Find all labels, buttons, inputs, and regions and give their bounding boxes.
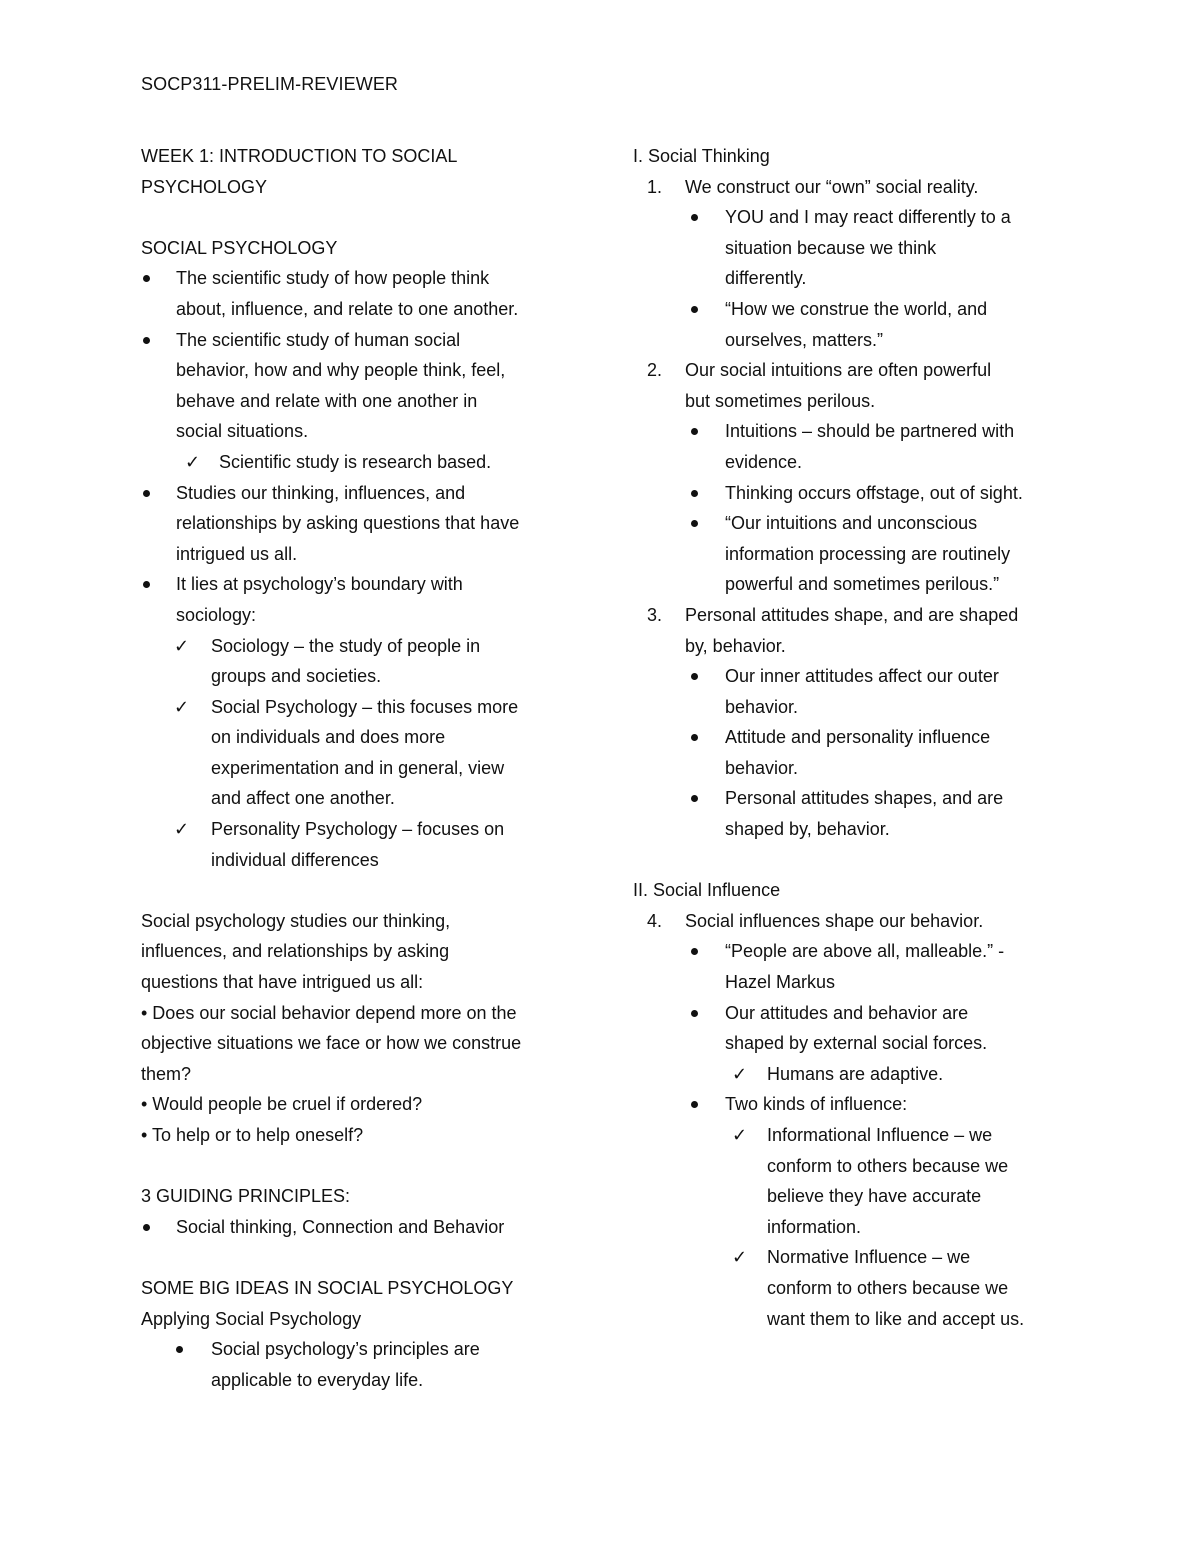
checkmark-icon: ✓ — [174, 696, 190, 717]
bullet-dot-icon — [143, 337, 150, 344]
bullet-dot-icon — [176, 1346, 183, 1353]
bullet-dot-icon — [691, 1101, 698, 1108]
question-2: • Would people be cruel if ordered? — [141, 1094, 423, 1115]
social-psychology-check-item: ✓ Social Psychology – this focuses more on individuals and does more experimentation and in general, view and affect one another. — [141, 692, 581, 814]
bullet-dot-icon — [691, 306, 698, 313]
numbered-item-3: 3. Personal attitudes shape, and are shaped by, behavior. — [647, 604, 1019, 656]
bullet-dot-icon — [143, 275, 150, 282]
item2-bullet-3: “Our intuitions and unconscious information processing are routinely powerful and sometimes perilous.” — [633, 508, 1073, 600]
item2-bullet-2: Thinking occurs offstage, out of sight. — [633, 478, 1073, 509]
checkmark-icon: ✓ — [732, 1125, 748, 1145]
document-header: SOCP311-PRELIM-REVIEWER — [141, 74, 399, 94]
social-thinking-heading: I. Social Thinking — [633, 146, 770, 166]
personality-psychology-check-item: ✓ Personality Psychology – focuses on individual differences — [141, 814, 581, 875]
applying-heading: Applying Social Psychology — [141, 1308, 362, 1329]
item1-bullet-1: YOU and I may react differently to a situation because we think differently. — [633, 202, 1073, 294]
bullet-dot-icon — [691, 734, 698, 741]
normative-influence-check-item: ✓ Normative Influence – we conform to others because we want them to like and accept us. — [633, 1242, 1073, 1334]
bullet-dot-icon — [143, 1224, 150, 1231]
item3-bullet-3: Personal attitudes shapes, and are shaped by, behavior. — [633, 783, 1073, 844]
question-3: • To help or to help oneself? — [141, 1125, 364, 1145]
bullet-dot-icon — [691, 520, 698, 527]
bullet-dot-icon — [691, 428, 698, 435]
bullet-dot-icon — [143, 581, 150, 588]
bullet-dot-icon — [691, 1010, 698, 1017]
week-title-line-2: PSYCHOLOGY — [141, 176, 268, 197]
applying-bullet: Social psychology’s principles are applicable to everyday life. — [141, 1334, 581, 1395]
checkmark-icon: ✓ — [174, 819, 190, 840]
guiding-principles-heading: 3 GUIDING PRINCIPLES: — [141, 1186, 351, 1207]
bullet-dot-icon — [691, 795, 698, 802]
bullet-dot-icon — [691, 673, 698, 680]
checkmark-icon: ✓ — [174, 635, 190, 656]
definition-bullet-4: It lies at psychology’s boundary with sociology: — [141, 569, 581, 630]
numbered-item-2: 2. Our social intuitions are often powerful but sometimes perilous. — [647, 360, 992, 411]
item4-bullet-2: Our attitudes and behavior are shaped by external social forces. — [633, 998, 1073, 1059]
left-column — [141, 141, 581, 1395]
week-title-line-1: WEEK 1: INTRODUCTION TO SOCIAL — [141, 146, 458, 166]
intro-paragraph: Social psychology studies our thinking, influences, and relationships by asking questions that have intrigued us all: — [141, 910, 451, 993]
social-influence-heading: II. Social Influence — [633, 880, 781, 901]
checkmark-icon: ✓ — [185, 451, 201, 472]
adaptive-check-item: ✓ Humans are adaptive. — [633, 1059, 1073, 1090]
sociology-check-item: ✓ Sociology – the study of people in groups and societies. — [141, 631, 581, 692]
informational-influence-check-item: ✓ Informational Influence – we conform to others because we believe they have accurate information. — [633, 1120, 1073, 1242]
checkmark-icon: ✓ — [732, 1247, 748, 1268]
bullet-dot-icon — [691, 490, 698, 497]
guiding-principle-item: Social thinking, Connection and Behavior — [141, 1212, 581, 1243]
question-1: • Does our social behavior depend more on the objective situations we face or how we construe them? — [141, 1002, 522, 1084]
definition-bullet-1: The scientific study of how people think about, influence, and relate to one another. — [141, 263, 581, 324]
definition-bullet-3: Studies our thinking, influences, and relationships by asking questions that have intrigued us all. — [141, 478, 581, 570]
numbered-item-1: 1. We construct our “own” social reality. — [647, 176, 979, 197]
item3-bullet-1: Our inner attitudes affect our outer behavior. — [633, 661, 1073, 722]
research-based-check-item: ✓ Scientific study is research based. — [141, 447, 581, 478]
item4-bullet-1: “People are above all, malleable.” - Hazel Markus — [633, 936, 1073, 997]
social-psychology-heading: SOCIAL PSYCHOLOGY — [141, 237, 338, 258]
item4-bullet-3: Two kinds of influence: — [633, 1089, 1073, 1120]
big-ideas-heading: SOME BIG IDEAS IN SOCIAL PSYCHOLOGY — [141, 1277, 514, 1298]
definition-bullet-2: The scientific study of human social behavior, how and why people think, feel, behave and relate with one another in social situations. — [141, 325, 581, 447]
bullet-dot-icon — [143, 490, 150, 497]
right-column — [633, 141, 1073, 1334]
bullet-dot-icon — [691, 948, 698, 955]
item2-bullet-1: Intuitions – should be partnered with evidence. — [633, 416, 1073, 477]
numbered-item-4: 4. Social influences shape our behavior. — [647, 910, 984, 931]
item3-bullet-2: Attitude and personality influence behavior. — [633, 722, 1073, 783]
bullet-dot-icon — [691, 214, 698, 221]
checkmark-icon: ✓ — [732, 1063, 748, 1084]
item1-bullet-2: “How we construe the world, and ourselves, matters.” — [633, 294, 1073, 355]
